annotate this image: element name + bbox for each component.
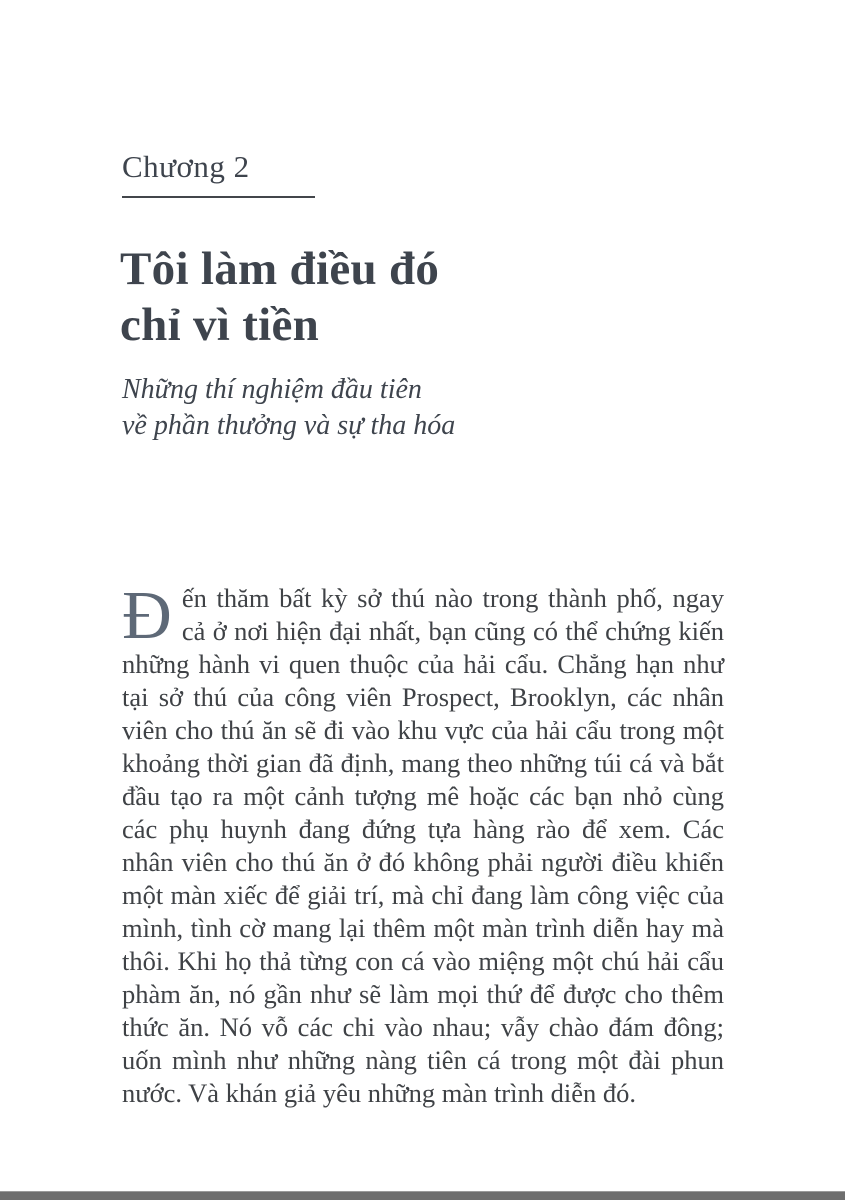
chapter-subtitle-line-2: về phần thưởng và sự tha hóa (122, 410, 456, 441)
body-paragraph (122, 577, 724, 1110)
chapter-title (120, 241, 740, 353)
page-bottom-bar (0, 1192, 845, 1200)
chapter-subtitle-line-1: Những thí nghiệm đầu tiên (122, 374, 422, 405)
drop-cap: Đ (122, 577, 172, 653)
chapter-title-line-1: Tôi làm điều đó (120, 243, 440, 295)
chapter-subtitle (122, 372, 742, 444)
chapter-label: Chương 2 (122, 149, 250, 184)
chapter-title-line-2: chỉ vì tiền (120, 299, 320, 351)
chapter-rule-divider (122, 196, 315, 198)
body-text: ến thăm bất kỳ sở thú nào trong thành phố, ngay cả ở nơi hiện đại nhất, bạn cũng có thể chứng kiến những hành vi quen thuộc của hải cẩu. Chẳng hạn như tại sở thú của công viên Prospect, Brooklyn, các nhân viên cho thú ăn sẽ đi vào khu vực của hải cẩu trong một khoảng thời gian đã định, mang theo những túi cá và bắt đầu tạo ra một cảnh tượng mê hoặc các bạn nhỏ cùng các phụ huynh đang đứng tựa hàng rào để xem. Các nhân viên cho thú ăn ở đó không phải người điều khiển một màn xiếc để giải trí, mà chỉ đang làm công việc của mình, tình cờ mang lại thêm một màn trình diễn hay mà thôi. Khi họ thả từng con cá vào miệng một chú hải cẩu phàm ăn, nó gần như sẽ làm mọi thứ để được cho thêm thức ăn. Nó vỗ các chi vào nhau; vẫy chào đám đông; uốn mình như những nàng tiên cá trong một đài phun nước. Và khán giả yêu những màn trình diễn đó. (122, 583, 724, 1108)
